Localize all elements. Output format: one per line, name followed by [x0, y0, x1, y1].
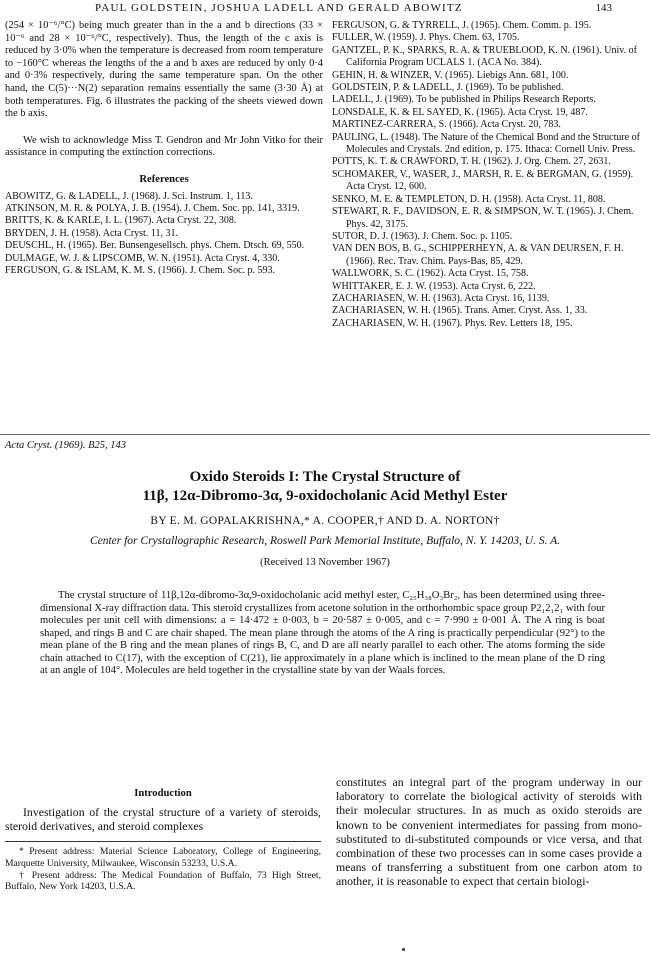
reference-item: SENKO, M. E. & TEMPLETON, D. H. (1958). Acta Cryst. 11, 808. [332, 193, 606, 205]
reference-item: SUTOR, D. J. (1963). J. Chem. Soc. p. 1105. [332, 230, 513, 242]
reference-item: ATKINSON, M. R. & POLYA, J. B. (1954). J. Chem. Soc. pp. 141, 3319. [5, 202, 300, 214]
reference-item: SCHOMAKER, V., WASER, J., MARSH, R. E. & BERGMAN, G. (1959). Acta Cryst. 12, 600. [332, 168, 634, 193]
article-title [0, 468, 650, 506]
reference-item: MARTINEZ-CARRERA, S. (1966). Acta Cryst. 20, 783. [332, 119, 561, 131]
reference-item: POTTS, K. T. & CRAWFORD, T. H. (1962). J. Org. Chem. 27, 2631. [332, 156, 611, 168]
journal-reference: Acta Cryst. (1969). B25, 143 [5, 440, 127, 451]
reference-item: GEHIN, H. & WINZER, V. (1965). Liebigs Ann. 681, 100. [332, 69, 569, 81]
title-line-1: Oxido Steroids I: The Crystal Structure of [189, 469, 461, 485]
article-separator [0, 434, 650, 435]
byline: BY E. M. GOPALAKRISHNA,* A. COOPER,† AND D. A. NORTON† [150, 515, 500, 527]
introduction-text-right: constitutes an integral part of the program underway in our laboratory to correlate the biological activity of steroids with their molecular structures. In as much as oxido steroids are known to be convenient intermediates for passing from mono-substituted to di-substituted compounds or vice versa, and that combination of these two processes can in some cases provide a means of transferring a substituent from one carbon atom to another, it is reasonable to expect that certain biologi- [336, 775, 642, 889]
references-list-left [5, 191, 323, 278]
references-heading: References [139, 173, 189, 185]
running-header [0, 2, 650, 16]
title-line-2: 11β, 12α-Dibromo-3α, 9-oxidocholanic Acid Methyl Ester [142, 488, 508, 504]
reference-item: BRITTS, K. & KARLE, I. L. (1967). Acta Cryst. 22, 308. [5, 215, 237, 227]
footnote-1: * Present address: Material Science Laboratory, College of Engineering, Marquette University, Milwaukee, Wisconsin 53233, U.S.A. [5, 846, 321, 869]
reference-item: BRYDEN, J. H. (1958). Acta Cryst. 11, 31. [5, 227, 178, 239]
reference-item: GOLDSTEIN, P. & LADELL, J. (1969). To be published. [332, 82, 564, 94]
reference-item: STEWART, R. F., DAVIDSON, E. R. & SIMPSON, W. T. (1965). J. Chem. Phys. 42, 3175. [332, 206, 634, 230]
closing-paragraph: (254 × 10⁻⁶/°C) being much greater than in the a and b directions (33 × 10⁻⁶ and 28 × 10⁻⁶/°C, respectively). Thus, the length of the c axis is reduced by 3·0% when the temperature is decreased from room temperature to −160°C whereas the lengths of the a and b axes are reduced by only 0·4 and 0·3% respectively, during the same temperature span. On the other hand, the C(5)···N(2) separation remains essentially the same (3·30 Å) at both temperatures. Fig. 6 illustrates the packing of the sheets viewed down the b axis. [5, 20, 323, 120]
reference-item: DULMAGE, W. J. & LIPSCOMB, W. N. (1951). Acta Cryst. 4, 330. [5, 252, 280, 264]
received-date: (Received 13 November 1967) [260, 557, 390, 568]
reference-item: ZACHARIASEN, W. H. (1965). Trans. Amer. Cryst. Ass. 1, 33. [332, 305, 588, 317]
reference-item: FULLER, W. (1959). J. Phys. Chem. 63, 1705. [332, 32, 520, 44]
introduction-heading: Introduction [134, 788, 192, 799]
reference-item: ZACHARIASEN, W. H. (1963). Acta Cryst. 16, 1139. [332, 292, 550, 304]
reference-item: WHITTAKER, E. J. W. (1953). Acta Cryst. 6, 222. [332, 280, 536, 292]
reference-item: GANTZEL, P. K., SPARKS, R. A. & TRUEBLOOD, K. N. (1961). Univ. of California Program UCLALS 1. (ACA No. 384). [332, 44, 637, 69]
reference-item: PAULING, L. (1948). The Nature of the Chemical Bond and the Structure of Molecules and Crystals. 2nd edition, p. 175. Ithaca: Cornell Univ. Press. [332, 131, 640, 156]
reference-item: WALLWORK, S. C. (1962). Acta Cryst. 15, 758. [332, 268, 529, 280]
page-number: 143 [595, 2, 612, 14]
footnote-2: † Present address: The Medical Foundation of Buffalo, 73 High Street, Buffalo, New York 14203, U.S.A. [5, 869, 321, 893]
reference-item: FERGUSON, G. & ISLAM, K. M. S. (1966). J. Chem. Soc. p. 593. [5, 264, 276, 276]
reference-item: FERGUSON, G. & TYRRELL, J. (1965). Chem. Comm. p. 195. [332, 20, 592, 31]
introduction-text-left: Investigation of the crystal structure of a variety of steroids, steroid derivatives, and steroid complexes [5, 804, 321, 833]
reference-item: VAN DEN BOS, B. G., SCHIPPERHEYN, A. & VAN DEURSEN, F. H. (1966). Rec. Trav. Chim. Pays-Bas, 85, 429. [332, 243, 624, 267]
footnote-divider [5, 841, 321, 842]
reference-item: LONSDALE, K. & EL SAYED, K. (1965). Acta Cryst. 19, 487. [332, 106, 588, 118]
acknowledgement: We wish to acknowledge Miss T. Gendron and Mr John Vitko for their assistance in computing the extinction corrections. [5, 134, 323, 159]
affiliation: Center for Crystallographic Research, Roswell Park Memorial Institute, Buffalo, N. Y. 14203, U. S. A. [89, 535, 561, 547]
intro-left-column [5, 788, 321, 893]
running-header-authors: PAUL GOLDSTEIN, JOSHUA LADELL AND GERALD ABOWITZ [95, 2, 463, 14]
reference-item: LADELL, J. (1969). To be published in Philips Research Reports. [332, 94, 596, 106]
right-column-references [332, 20, 642, 330]
left-column-previous-article [5, 20, 323, 277]
page-mark-dot [402, 948, 405, 951]
reference-item: ABOWITZ, G. & LADELL, J. (1968). J. Sci. Instrum. 1, 113. [5, 190, 253, 202]
intro-right-column [336, 775, 642, 889]
reference-item: DEUSCHL, H. (1965). Ber. Bunsengesellsch. phys. Chem. Dtsch. 69, 550. [5, 240, 305, 252]
abstract: The crystal structure of 11β,12α-dibromo-3α,9-oxidocholanic acid methyl ester, C₂₅H₃₈O₃Br₂, has been determined using three-dimensional X-ray diffraction data. This steroid crystallizes from acetone solution in the orthorhombic space group P2₁2₁2₁ with four molecules per unit cell with dimensions: a = 14·472 ± 0·003, b = 20·587 ± 0·005, and c = 7·990 ± 0·001 Å. The A ring is boat shaped, and rings B and C are chair shaped. The mean plane through the atoms of the A ring is practically perpendicular (92°) to the mean plane of the B ring and the mean planes of rings B, C, and D are all nearly parallel to each other. The atoms forming the side chain attached to C(17), with the exception of C(21), lie approximately in a plane which is inclined to the mean plane of the D ring at an angle of 104°. Molecules are held together in the crystalline state by van der Waals forces. [40, 590, 605, 676]
reference-item: ZACHARIASEN, W. H. (1967). Phys. Rev. Letters 18, 195. [332, 317, 573, 329]
references-list-right [332, 20, 642, 330]
